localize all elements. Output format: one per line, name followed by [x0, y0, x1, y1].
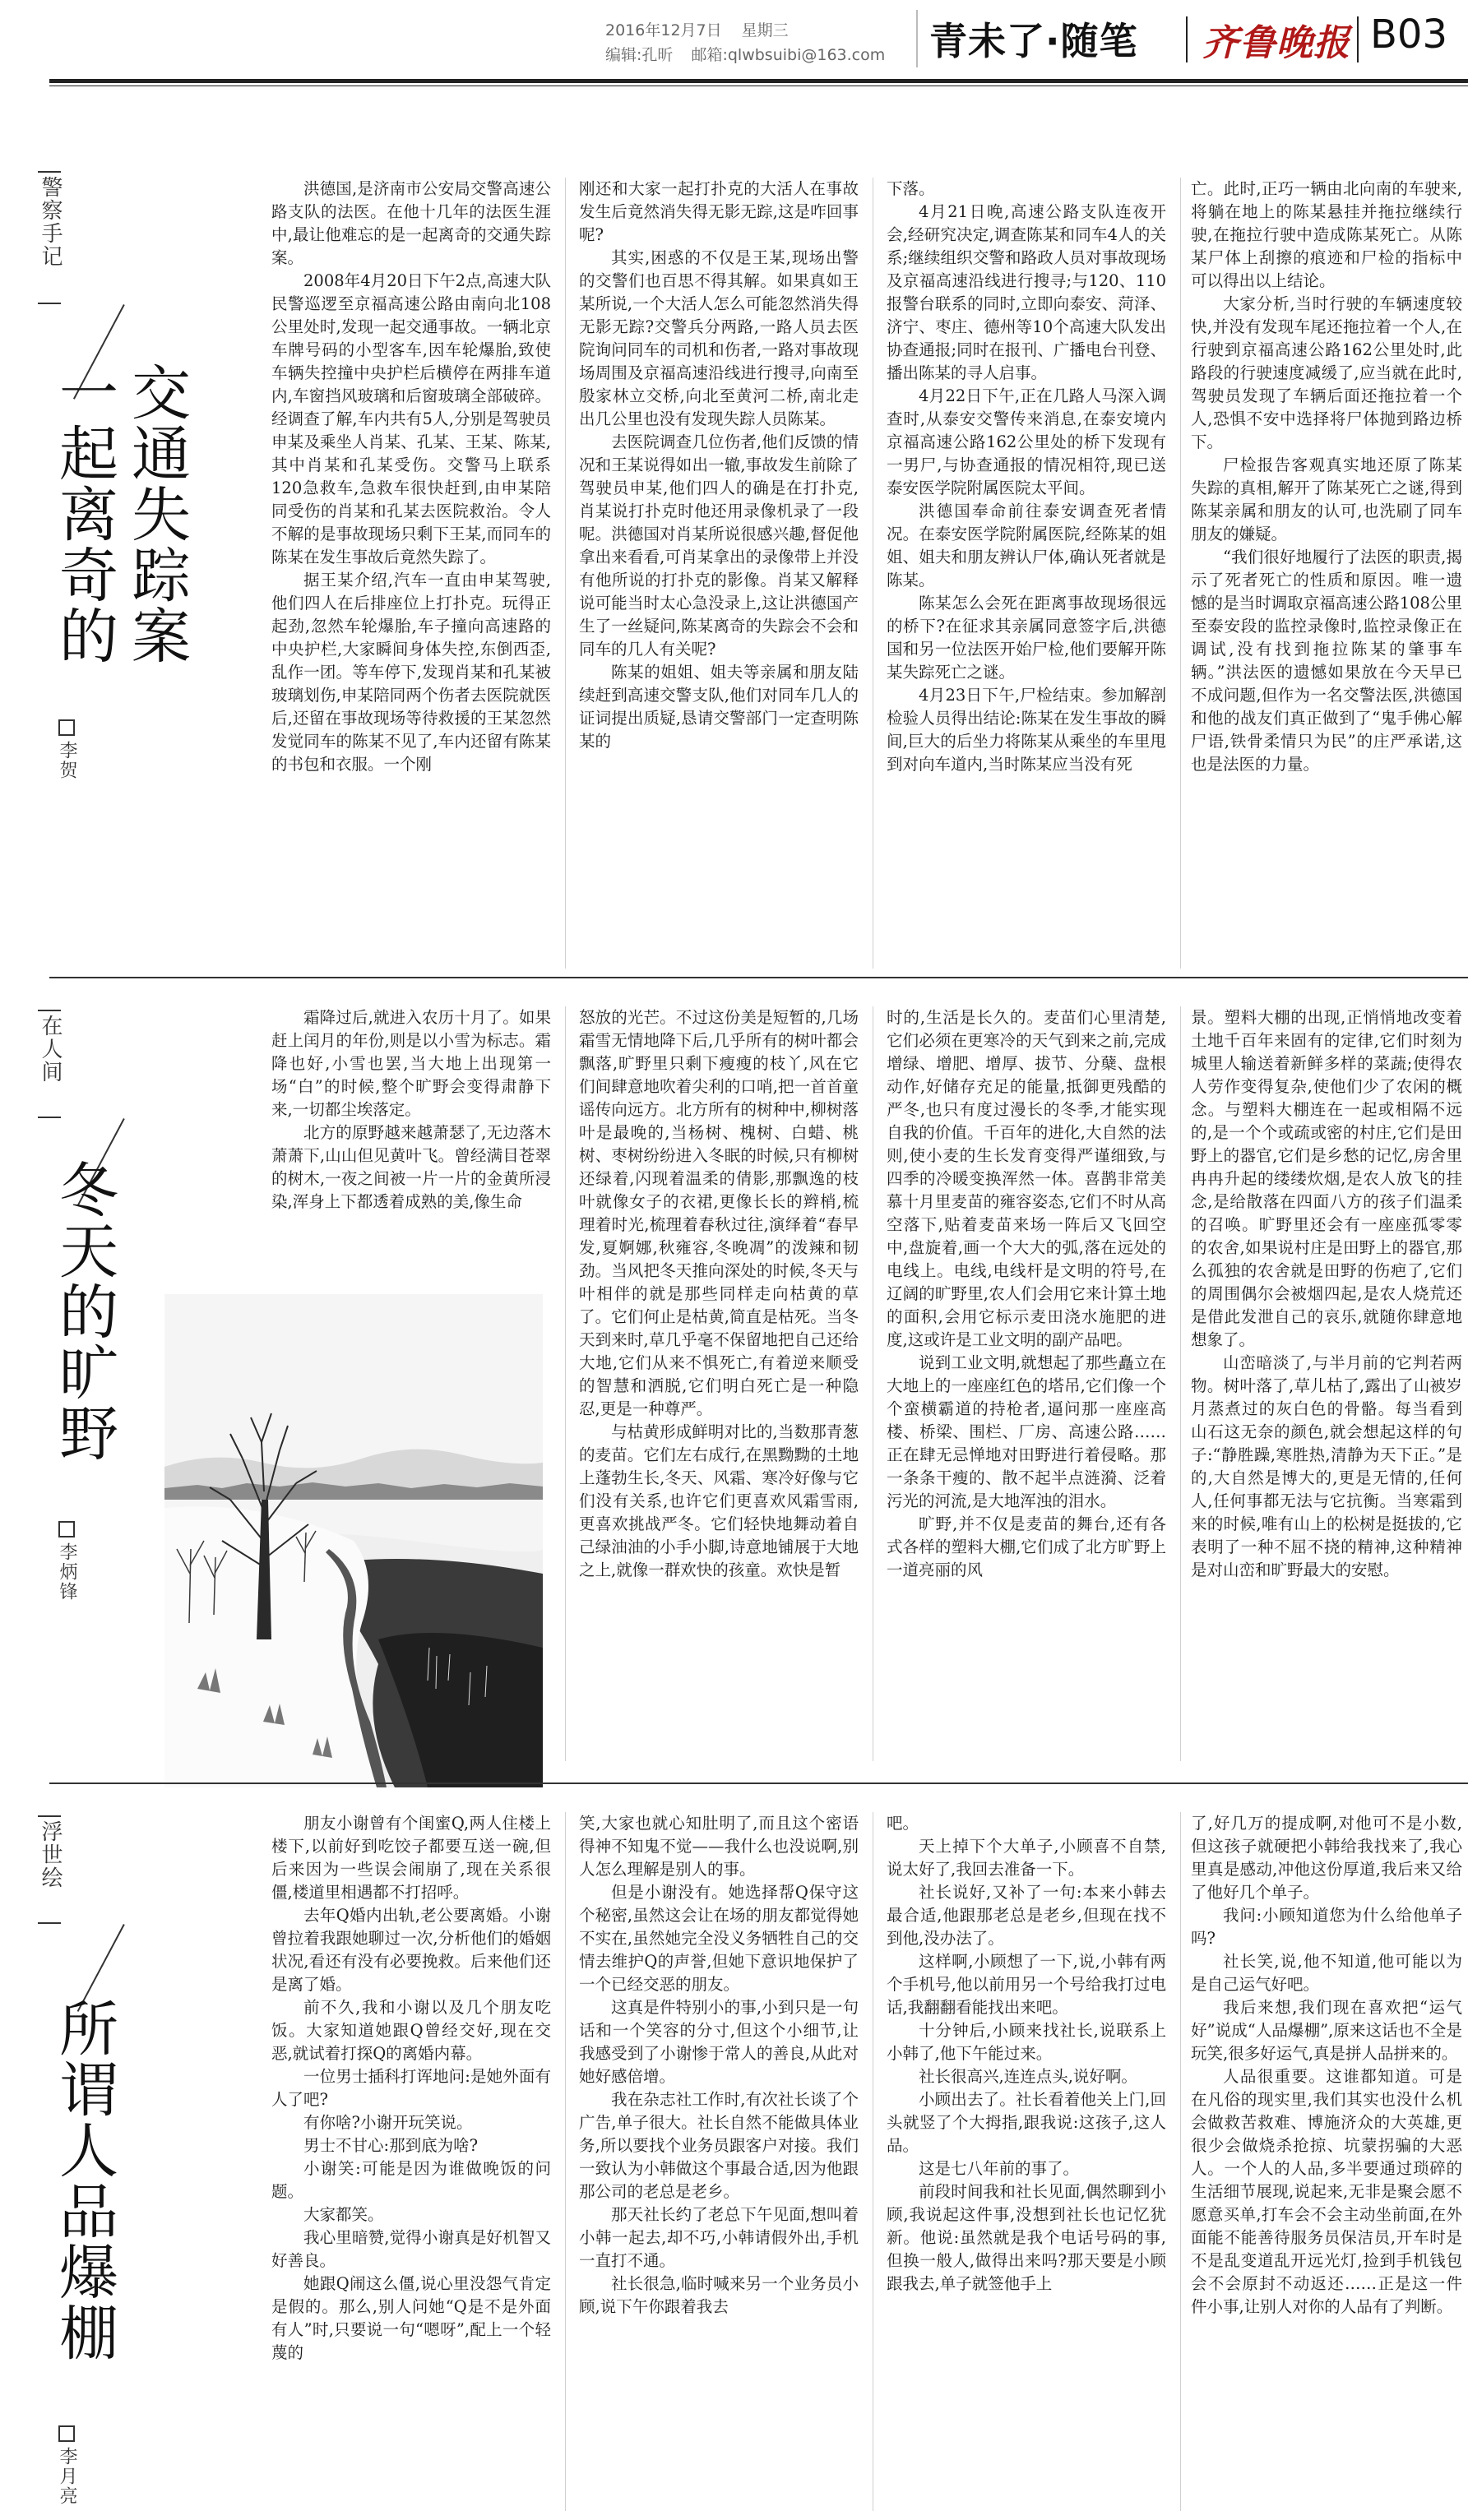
article-title-line: 交通失踪案: [122, 362, 191, 666]
paragraph: 笑,大家也就心知肚明了,而且这个密语得神不知鬼不觉——我什么也没说啊,别人怎么理解是别人的事。: [579, 1814, 859, 1879]
paragraph: 我在杂志社工作时,有次社长谈了个广告,单子很大。社长自然不能做具体业务,所以要找个业务员跟客户对接。我们一致认为小韩做这个事最合适,因为他跟那公司的老总是老乡。: [579, 2090, 859, 2201]
paragraph: 小顾出去了。社长看着他关上门,回头就竖了个大拇指,跟我说:这孩子,这人品。: [887, 2090, 1166, 2155]
paragraph: 男士不甘心:那到底为啥?: [303, 2136, 479, 2155]
paragraph: 大家分析,当时行驶的车辆速度较快,并没有发现车尾还拖拉着一个人,在行驶到京福高速公路162公里处时,此路段的行驶速度减缓了,应当就在此时,驾驶员发现了车辆后面还拖拉着一个人,恐惧不安中选择将尸体抛到路边桥下。: [1191, 294, 1462, 451]
column-tag: 浮世绘: [33, 1815, 66, 1924]
byline-box-icon: [58, 2425, 75, 2442]
article-column: [1191, 1006, 1462, 1761]
article-column: [271, 1812, 551, 2511]
paragraph: 旷野,并不仅是麦苗的舞台,还有各式各样的塑料大棚,它们成了北方旷野上一道亮丽的风: [887, 1514, 1166, 1579]
paragraph: 吧。: [887, 1814, 919, 1833]
masthead-rule: [49, 79, 1468, 83]
paragraph: 但是小谢没有。她选择帮Q保守这个秘密,虽然这会让在场的朋友都觉得她不实在,虽然她完全没义务牺牲自己的交情去维护Q的声誉,但她下意识地保护了一个已经交恶的朋友。: [579, 1883, 859, 1994]
paragraph: 社长笑,说,他不知道,他可能以为是自己运气好吧。: [1191, 1952, 1462, 1994]
paragraph: 十分钟后,小顾来找社长,说联系上小韩了,他下午能过来。: [887, 2021, 1166, 2063]
article-column: [271, 178, 551, 969]
paragraph: 4月22日下午,正在几路人马深入调查时,从泰安交警传来消息,在泰安境内京福高速公路162公里处的桥下发现有一男尸,与协查通报的情况相符,现已送泰安医学院附属医院太平间。: [887, 386, 1166, 497]
section-divider: [49, 977, 1468, 978]
article-title-line: 所谓人品爆棚: [49, 1998, 118, 2363]
winter-landscape-photo: [164, 1294, 543, 1787]
paragraph: 北方的原野越来越萧瑟了,无边落木萧萧下,山山但见黄叶飞。曾经满目苍翠的树木,一夜之间被一片一片的金黄所浸染,浑身上下都透着成熟的美,像生命: [271, 1123, 551, 1211]
paragraph: 怒放的光芒。不过这份美是短暂的,几场霜雪无情地降下后,几乎所有的树叶都会飘落,旷野里只剩下瘦瘦的枝丫,风在它们间肆意地吹着尖利的口哨,把一首首童谣传向远方。北方所有的树种中,柳树落叶是最晚的,当杨树、槐树、白蜡、桃树、枣树纷纷进入冬眠的时候,只有柳树还绿着,闪现着温柔的倩影,那飘逸的枝叶就像女子的衣裙,更像长长的辫梢,梳理着时光,梳理着春秋过往,演绎着“春早发,夏婀娜,秋雍容,冬晚凋”的泼辣和韧劲。当风把冬天推向深处的时候,冬天与叶相伴的就是那些同样走向枯黄的草了。它们何止是枯黄,简直是枯死。当冬天到来时,草几乎毫不保留地把自己还给大地,它们从来不惧死亡,有着逆来顺受的智慧和洒脱,它们明白死亡是一种隐忍,更是一种尊严。: [579, 1008, 859, 1418]
paragraph: 时的,生活是长久的。麦苗们心里清楚,它们必须在更寒冷的天气到来之前,完成增绿、增肥、增厚、拔节、分蘖、盘根动作,好储存充足的能量,抵御更残酷的严冬,也只有度过漫长的冬季,才能实现自我的价值。千百年的进化,大自然的法则,使小麦的生长发育变得严谨细致,与四季的冷暖变换浑然一体。喜鹊非常美慕十月里麦苗的雍容姿态,它们不时从高空落下,贴着麦苗来场一阵后又飞回空中,盘旋着,画一个大大的弧,落在远处的电线上。电线,电线杆是文明的符号,在辽阔的旷野里,农人们会用它来计算土地的面积,会用它标示麦田浇水施肥的进度,这或许是工业文明的副产品吧。: [887, 1008, 1166, 1349]
column-divider: [565, 1006, 566, 1761]
paragraph: 我问:小顾知道您为什么给他单子吗?: [1191, 1906, 1462, 1948]
masthead-bar: [1186, 16, 1188, 62]
paragraph: 2008年4月20日下午2点,高速大队民警巡逻至京福高速公路由南向北108公里处时,发现一起交通事故。一辆北京车牌号码的小型客车,因车轮爆胎,致使车辆失控撞中央护栏后横停在两排车道内,车窗挡风玻璃和后窗玻璃全部破碎。经调查了解,车内共有5人,分别是驾驶员申某及乘坐人肖某、孔某、王某、陈某,其中肖某和孔某受伤。交警马上联系120急救车,急救车很快赶到,由申某陪同受伤的肖某和孔某去医院救治。令人不解的是事故现场只剩下王某,而同车的陈某在发生事故后竟然失踪了。: [271, 271, 551, 566]
paragraph: 社长很高兴,连连点头,说好啊。: [919, 2067, 1137, 2086]
paragraph: 刚还和大家一起打扑克的大活人在事故发生后竟然消失得无影无踪,这是咋回事呢?: [579, 179, 859, 244]
article-column: [271, 1006, 551, 1278]
author-name: 李月亮: [57, 2447, 77, 2506]
editor-name: 编辑:孔昕: [605, 46, 674, 64]
paragraph: 与枯黄形成鲜明对比的,当数那青葱的麦苗。它们左右成行,在黑黝黝的土地上蓬勃生长,冬天、风霜、寒冷好像与它们没有关系,也许它们更喜欢风霜雪雨,更喜欢挑战严冬。它们轻快地舞动着自己绿油油的小手小脚,诗意地铺展于大地之上,就像一群欢快的孩童。欢快是暂: [579, 1422, 859, 1579]
paragraph: 天上掉下个大单子,小顾喜不自禁,说太好了,我回去准备一下。: [887, 1837, 1166, 1879]
paragraph: 那天社长约了老总下午见面,想叫着小韩一起去,却不巧,小韩请假外出,手机一直打不通。: [579, 2205, 859, 2270]
article-column: [1191, 1812, 1462, 2511]
paragraph: 社长很急,临时喊来另一个业务员小顾,说下午你跟着我去: [579, 2274, 859, 2316]
author-name: 李贺: [57, 741, 77, 780]
paragraph: 她跟Q闹这么僵,说心里没怨气肯定是假的。那么,别人问她“Q是不是外面有人”时,只要说一句“嗯呀”,配上一个轻蔑的: [271, 2274, 551, 2362]
paragraph: 霜降过后,就进入农历十月了。如果赶上闰月的年份,则是以小雪为标志。霜降也好,小雪也罢,当大地上出现第一场“白”的时候,整个旷野会变得肃静下来,一切都尘埃落定。: [271, 1008, 551, 1119]
paragraph: 前不久,我和小谢以及几个朋友吃饭。大家知道她跟Q曾经交好,现在交恶,就试着打探Q的离婚内幕。: [271, 1998, 551, 2063]
byline: [54, 2425, 80, 2506]
column-divider: [1180, 1812, 1181, 2511]
section-divider: [49, 1782, 1468, 1784]
paragraph: 陈某的姐姐、姐夫等亲属和朋友陆续赶到高速交警支队,他们对同车几人的证词提出质疑,恳请交警部门一定查明陈某的: [579, 663, 859, 751]
article-character: [0, 1801, 1468, 2516]
paragraph: 下落。: [887, 179, 935, 198]
article-title-line: 冬天的旷野: [49, 1159, 118, 1463]
paragraph: 朋友小谢曾有个闺蜜Q,两人住楼上楼下,以前好到吃饺子都要互送一碗,但后来因为一些误会闹崩了,现在关系很僵,楼道里相遇都不打招呼。: [271, 1814, 551, 1902]
column-divider: [565, 1812, 566, 2511]
byline-box-icon: [58, 719, 75, 736]
paragraph: 我心里暗赞,觉得小谢真是好机智又好善良。: [271, 2228, 551, 2270]
article-column: [579, 1006, 859, 1761]
paragraph: 4月23日下午,尸检结束。参加解剖检验人员得出结论:陈某在发生事故的瞬间,巨大的后坐力将陈某从乘坐的车里甩到对向车道内,当时陈某应当没有死: [887, 686, 1166, 774]
paragraph: 了,好几万的提成啊,对他可不是小数,但这孩子就硬把小韩给我找来了,我心里真是感动,冲他这份厚道,我后来又给了他好几个单子。: [1191, 1814, 1462, 1902]
paragraph: 去医院调查几位伤者,他们反馈的情况和王某说得如出一辙,事故发生前除了驾驶员申某,他们四人的确是在打扑克,肖某说打扑克时他还用录像机录了一段呢。洪德国对肖某所说很感兴趣,督促他拿出来看看,可肖某拿出的录像带上并没有他所说的打扑克的影像。肖某又解释说可能当时太心急没录上,这让洪德国产生了一丝疑问,陈某离奇的失踪会不会和同车的几人有关呢?: [579, 432, 859, 659]
byline: [54, 719, 80, 780]
paragraph: 4月21日晚,高速公路支队连夜开会,经研究决定,调查陈某和同车4人的关系;继续组织交警和路政人员对事故现场及京福高速沿线进行搜寻;与120、110报警台联系的同时,立即向泰安、菏泽、济宁、枣庄、德州等10个高速大队发出协查通报;同时在报刊、广播电台刊登、播出陈某的寻人启事。: [887, 202, 1166, 382]
column-divider: [1180, 1006, 1181, 1761]
paragraph: 这是七八年前的事了。: [919, 2159, 1080, 2178]
masthead-meta: [605, 18, 803, 40]
paragraph: 其实,困惑的不仅是王某,现场出警的交警们也百思不得其解。如果真如王某所说,一个大活人怎么可能忽然消失得无影无踪?交警兵分两路,一路人员去医院询问同车的司机和伤者,一路对事故现场周围及京福高速沿线进行搜寻,向南至殷家林立交桥,向北至黄河二桥,南北走出几公里也没有发现失踪人员陈某。: [579, 248, 859, 428]
issue-weekday: 星期三: [741, 21, 789, 39]
page-number: B03: [1370, 12, 1448, 58]
paragraph: 洪德国奉命前往泰安调查死者情况。在泰安医学院附属医院,经陈某的姐姐、姐夫和朋友辨认尸体,确认死者就是陈某。: [887, 502, 1166, 590]
article-column: [1191, 178, 1462, 969]
paragraph: 有你啥?小谢开玩笑说。: [303, 2113, 473, 2132]
paragraph: 亡。此时,正巧一辆由北向南的车驶来,将躺在地上的陈某悬挂并拖拉继续行驶,在拖拉行驶中造成陈某死亡。从陈某尸体上刮擦的痕迹和尸检的指标中可以得出以上结论。: [1191, 179, 1462, 290]
byline: [54, 1521, 80, 1602]
column-tag: 在人间: [33, 1010, 66, 1118]
masthead-contacts: [605, 43, 898, 65]
paragraph: 人品很重要。这谁都知道。可是在凡俗的现实里,我们其实也没什么机会做救苦救难、博施济众的大英雄,更很少会做烧杀抢掠、坑蒙拐骗的大恶人。一个人的人品,多半要通过琐碎的生活细节展现,说起来,无非是聚会愿不愿意买单,打车会不会主动坐前面,在外面能不能善待服务员保洁员,开车时是不是乱变道乱开远光灯,捡到手机钱包会不会原封不动返还……正是这一件件小事,让别人对你的人品有了判断。: [1191, 2067, 1462, 2316]
paragraph: 尸检报告客观真实地还原了陈某失踪的真相,解开了陈某死亡之谜,得到陈某亲属和朋友的认可,也洗刷了同车朋友的嫌疑。: [1191, 455, 1462, 543]
column-divider: [565, 178, 566, 969]
issue-date: 2016年12月7日: [605, 21, 722, 39]
article-column: [579, 1812, 859, 2511]
paragraph: 大家都笑。: [303, 2205, 384, 2224]
section-name: 青未了·随笔: [929, 19, 1138, 63]
column-tag: 警察手记: [33, 171, 66, 304]
paragraph: 前段时间我和社长见面,偶然聊到小顾,我说起这件事,没想到社长也记忆犹新。他说:虽然就是我个电话号码的事,但换一般人,做得出来吗?那天要是小顾跟我去,单子就签他手上: [887, 2182, 1166, 2293]
author-name: 李炳锋: [57, 1542, 77, 1602]
column-divider: [1180, 178, 1181, 969]
paragraph: 一位男士插科打诨地问:是她外面有人了吧?: [271, 2067, 551, 2109]
editor-email: 邮箱:qlwbsuibi@163.com: [691, 46, 886, 64]
article-column: [887, 1812, 1166, 2511]
paragraph: 说到工业文明,就想起了那些矗立在大地上的一座座红色的塔吊,它们像一个个蛮横霸道的持枪者,逼问那一座座高楼、桥梁、围栏、厂房、高速公路……正在肆无忌惮地对田野进行着侵略。那一条条干瘦的、散不起半点涟漪、泛着污光的河流,是大地浑浊的泪水。: [887, 1353, 1166, 1510]
article-title-line: 一起离奇的: [49, 362, 118, 666]
masthead-bar: [1357, 16, 1359, 62]
masthead: [0, 0, 1468, 79]
newspaper-logo: 齐鲁晚报: [1202, 22, 1350, 64]
paragraph: 我后来想,我们现在喜欢把“运气好”说成“人品爆棚”,原来这话也不全是玩笑,很多好运气,真是拼人品拼来的。: [1191, 1998, 1462, 2063]
winter-landscape-illustration: [164, 1294, 543, 1787]
paragraph: 社长说好,又补了一句:本来小韩去最合适,他跟那老总是老乡,但现在找不到他,没办法了。: [887, 1883, 1166, 1948]
masthead-divider: [916, 10, 918, 67]
paragraph: 这真是件特别小的事,小到只是一句话和一个笑容的分寸,但这个小细节,让我感受到了小谢惨于常人的善良,从此对她好感倍增。: [579, 1998, 859, 2086]
paragraph: 这样啊,小顾想了一下,说,小韩有两个手机号,他以前用另一个号给我打过电话,我翻翻看能找出来吧。: [887, 1952, 1166, 2017]
article-column: [579, 178, 859, 969]
paragraph: 据王某介绍,汽车一直由申某驾驶,他们四人在后排座位上打扑克。玩得正起劲,忽然车轮爆胎,车子撞向高速路的中央护栏,大家瞬间身体失控,东倒西歪,乱作一团。等车停下,发现肖某和孔某被玻璃划伤,申某陪同两个伤者去医院就医后,还留在事故现场等待救援的王某忽然发觉同车的陈某不见了,车内还留有陈某的书包和衣服。一个刚: [271, 571, 551, 774]
article-column: [887, 178, 1166, 969]
byline-box-icon: [58, 1521, 75, 1537]
paragraph: 山峦暗淡了,与半月前的它判若两物。树叶落了,草儿枯了,露出了山被岁月蒸煮过的灰白色的骨骼。每当看到山石这无奈的颜色,就会想起这样的句子:“静胜躁,寒胜热,清静为天下正。”是的,大自然是博大的,更是无情的,任何人,任何事都无法与它抗衡。当寒霜到来的时候,唯有山上的松树是挺拔的,它表明了一种不屈不挠的精神,这种精神是对山峦和旷野最大的安慰。: [1191, 1353, 1462, 1579]
article-traffic-case: [0, 156, 1468, 995]
paragraph: 洪德国,是济南市公安局交警高速公路支队的法医。在他十几年的法医生涯中,最让他难忘的是一起离奇的交通失踪案。: [271, 179, 551, 267]
paragraph: 陈某怎么会死在距离事故现场很远的桥下?在征求其亲属同意签字后,洪德国和另一位法医开始尸检,他们要解开陈某失踪死亡之谜。: [887, 594, 1166, 682]
paragraph: 景。塑料大棚的出现,正悄悄地改变着土地千百年来固有的定律,它们时刻为城里人输送着新鲜多样的菜蔬;使得农人劳作变得复杂,使他们少了农闲的概念。与塑料大棚连在一起或相隔不远的,是一个个或疏或密的村庄,它们是田野上的器官,它们是乡愁的记忆,房舍里冉冉升起的缕缕炊烟,是农人放飞的挂念,是给散落在四面八方的孩子们温柔的召唤。旷野里还会有一座座孤零零的农舍,如果说村庄是田野上的器官,那么孤独的农舍就是田野的伤疤了,它们的周围偶尔会被烟四起,是农人烧荒还是借此发泄自己的哀乐,就随你肆意地想象了。: [1191, 1008, 1462, 1349]
article-column: [887, 1006, 1166, 1761]
paragraph: “我们很好地履行了法医的职责,揭示了死者死亡的性质和原因。唯一遗憾的是当时调取京福高速公路108公里至泰安段的监控录像时,监控录像正在调试,没有找到拖拉陈某的肇事车辆。”洪法医的遗憾如果放在今天早已不成问题,但作为一名交警法医,洪德国和他的战友们真正做到了“鬼手佛心解尸语,铁骨柔情只为民”的庄严承诺,这也是法医的力量。: [1191, 548, 1462, 774]
paragraph: 小谢笑:可能是因为谁做晚饭的问题。: [271, 2159, 551, 2201]
paragraph: 去年Q婚内出轨,老公要离婚。小谢曾拉着我跟她聊过一次,分析他们的婚姻状况,看还有没有必要挽救。后来他们还是离了婚。: [271, 1906, 551, 1994]
